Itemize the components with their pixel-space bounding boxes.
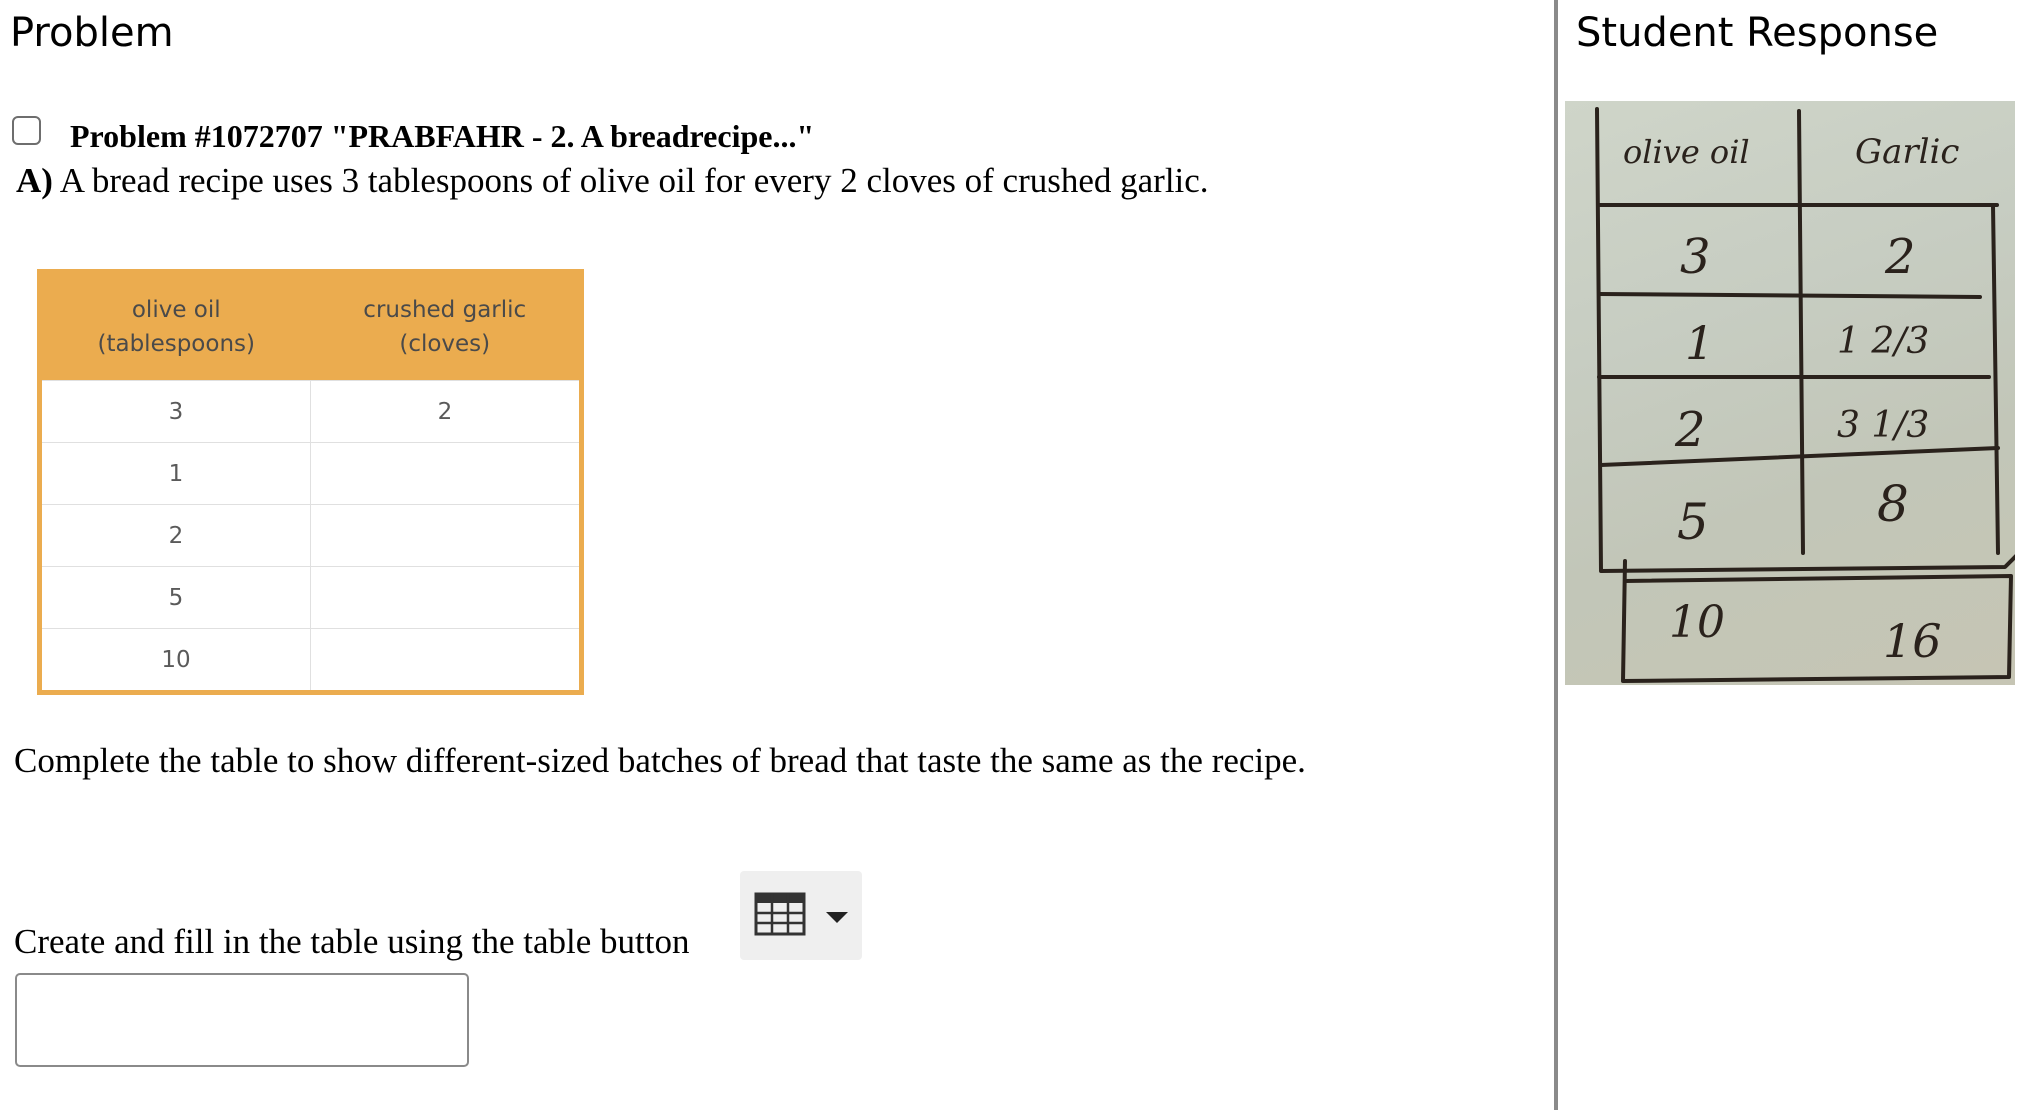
part-label: A) xyxy=(16,161,53,200)
handwriting-stroke xyxy=(1597,109,2015,571)
table-row xyxy=(40,443,582,505)
handwritten-cell: 2 xyxy=(1675,402,1706,458)
handwritten-table xyxy=(1565,101,2015,685)
table-cell xyxy=(311,443,582,505)
table-grid-icon xyxy=(754,892,806,936)
table-cell: 2 xyxy=(311,381,582,443)
table-row xyxy=(40,505,582,567)
table-cell: 5 xyxy=(40,567,311,629)
handwritten-header-right: Garlic xyxy=(1855,132,1960,172)
column-header xyxy=(40,272,311,381)
table-cell: 10 xyxy=(40,629,311,693)
handwriting-stroke xyxy=(1599,294,1980,297)
table-cell xyxy=(311,567,582,629)
handwritten-cell: 3 xyxy=(1680,229,1711,285)
handwritten-cell: 3 1/3 xyxy=(1837,405,1930,446)
handwritten-header-left: olive oil xyxy=(1623,133,1750,171)
insert-table-button[interactable] xyxy=(740,871,862,960)
handwriting-stroke xyxy=(1993,205,1998,553)
instruction-text: Complete the table to show different-sized batches of bread that taste the same as the recipe. xyxy=(14,741,1306,780)
header-line: (tablespoons) xyxy=(97,331,255,357)
table-cell xyxy=(311,629,582,693)
table-row xyxy=(40,567,582,629)
student-response-image xyxy=(1565,101,2015,685)
answer-textarea[interactable] xyxy=(15,973,469,1067)
table-cell: 1 xyxy=(40,443,311,505)
handwritten-cell: 16 xyxy=(1883,614,1942,668)
header-line: crushed garlic xyxy=(363,297,527,323)
problem-checkbox[interactable] xyxy=(12,116,41,145)
column-header xyxy=(311,272,582,381)
part-text: A bread recipe uses 3 tablespoons of olive oil for every 2 cloves of crushed garlic. xyxy=(52,161,1209,200)
panel-heading: Problem xyxy=(10,10,174,56)
handwritten-cell: 1 2/3 xyxy=(1837,321,1930,362)
handwritten-cell: 10 xyxy=(1669,597,1725,648)
header-line: olive oil xyxy=(131,297,221,323)
table-row xyxy=(40,381,582,443)
student-response-heading: Student Response xyxy=(1576,10,1939,56)
table-cell: 2 xyxy=(40,505,311,567)
table-header-row xyxy=(40,272,582,381)
handwritten-cell: 2 xyxy=(1885,229,1916,285)
ratio-table xyxy=(37,269,584,695)
table-row xyxy=(40,629,582,693)
header-line: (cloves) xyxy=(399,331,491,357)
table-cell: 3 xyxy=(40,381,311,443)
chevron-down-icon[interactable] xyxy=(826,912,848,923)
panel-divider xyxy=(1554,0,1558,1110)
handwritten-cell: 8 xyxy=(1877,475,1909,533)
handwriting-stroke xyxy=(1601,448,1998,465)
problem-title: Problem #1072707 "PRABFAHR - 2. A breadrecipe..." xyxy=(70,118,815,154)
handwriting-stroke xyxy=(1799,111,1803,553)
handwritten-cell: 5 xyxy=(1677,493,1709,551)
problem-statement xyxy=(16,161,1209,201)
table-cell xyxy=(311,505,582,567)
table-instruction-text: Create and fill in the table using the table button xyxy=(14,922,690,961)
handwritten-cell: 1 xyxy=(1685,316,1715,370)
